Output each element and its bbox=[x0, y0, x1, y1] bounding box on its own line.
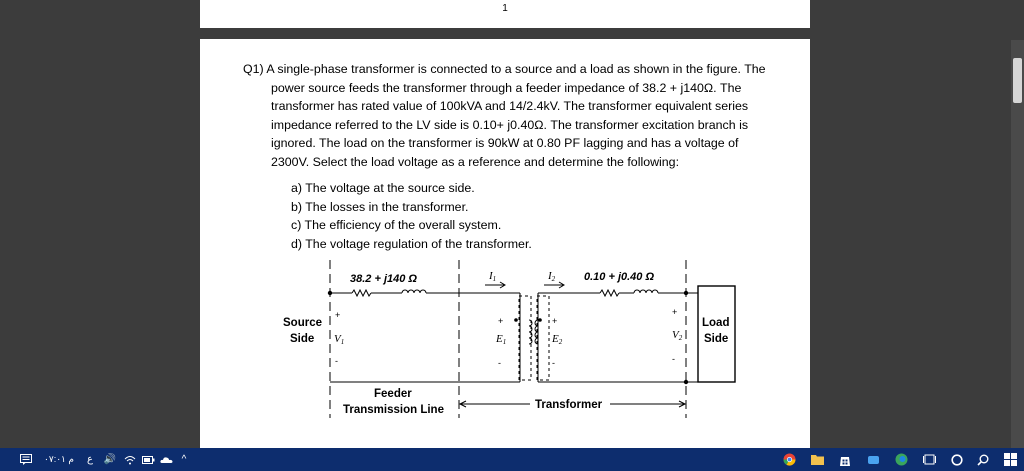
i1-label: I1 bbox=[489, 270, 497, 283]
v2-minus: - bbox=[672, 354, 675, 364]
source-label-2: Side bbox=[290, 333, 315, 345]
feeder-label-1: Feeder bbox=[374, 388, 412, 400]
feeder-impedance-label: 38.2 + j140 Ω bbox=[350, 273, 417, 285]
polarity-dot-primary bbox=[514, 318, 518, 322]
e1-minus: - bbox=[498, 358, 501, 368]
question-line-5: ignored. The load on the transformer is 90kW at 0.80 PF lagging and has a voltage of bbox=[271, 136, 739, 151]
search-icon[interactable] bbox=[974, 448, 992, 471]
file-explorer-icon[interactable] bbox=[808, 448, 826, 471]
e2-minus: - bbox=[552, 358, 555, 368]
e2-label: E2 bbox=[552, 333, 563, 346]
chevron-up-icon[interactable]: ^ bbox=[181, 454, 187, 465]
question-text bbox=[243, 60, 783, 172]
task-view-icon[interactable] bbox=[920, 448, 938, 471]
language-indicator[interactable]: ع bbox=[87, 454, 93, 465]
transformer-impedance-label: 0.10 + j0.40 Ω bbox=[584, 271, 655, 283]
circuit-diagram bbox=[270, 258, 740, 420]
load-terminal-bottom bbox=[684, 380, 688, 384]
question-line-6: 2300V. Select the load voltage as a reference and determine the following: bbox=[271, 154, 680, 169]
volume-icon[interactable]: 🔊 bbox=[103, 454, 117, 465]
store-icon[interactable] bbox=[836, 448, 854, 471]
question-line-4: impedance referred to the LV side is 0.10+ j0.40Ω. The transformer excitation branch is bbox=[271, 117, 749, 132]
part-b: b) The losses in the transformer. bbox=[291, 199, 469, 214]
question-line-1: Q1) A single-phase transformer is connected to a source and a load as shown in the figure. The bbox=[243, 62, 766, 76]
part-c: c) The efficiency of the overall system. bbox=[291, 218, 502, 233]
load-label-2: Side bbox=[704, 333, 729, 345]
feeder-resistor bbox=[352, 290, 371, 296]
chrome-icon[interactable] bbox=[780, 448, 798, 471]
load-terminal-top bbox=[684, 291, 688, 295]
previous-page bbox=[200, 0, 810, 28]
notification-icon[interactable] bbox=[16, 448, 36, 471]
i2-label: I2 bbox=[548, 270, 556, 283]
v2-label: V2 bbox=[672, 329, 683, 342]
onedrive-icon[interactable] bbox=[158, 448, 174, 471]
source-terminal-top bbox=[328, 291, 332, 295]
windows-start-icon[interactable] bbox=[1000, 448, 1020, 471]
polarity-dot-secondary bbox=[538, 318, 542, 322]
question-line-2: power source feeds the transformer through a feeder impedance of 38.2 + j140Ω. The bbox=[271, 80, 742, 95]
mail-icon[interactable] bbox=[864, 448, 882, 471]
transformer-inductor bbox=[634, 290, 658, 293]
e1-plus: + bbox=[498, 316, 504, 326]
v1-minus: - bbox=[335, 356, 338, 366]
part-a: a) The voltage at the source side. bbox=[291, 181, 475, 195]
battery-icon[interactable] bbox=[140, 448, 156, 471]
source-label-1: Source bbox=[283, 317, 322, 329]
cortana-icon[interactable] bbox=[948, 448, 966, 471]
v1-plus: + bbox=[335, 310, 341, 320]
feeder-label-2: Transmission Line bbox=[343, 404, 444, 416]
edge-icon[interactable] bbox=[892, 448, 910, 471]
scroll-thumb[interactable] bbox=[1013, 58, 1022, 103]
e1-label: E1 bbox=[496, 333, 507, 346]
transformer-label: Transformer bbox=[535, 399, 603, 411]
v1-label: V1 bbox=[334, 333, 345, 346]
question-line-3: transformer has rated value of 100kVA and 14/2.4kV. The transformer equivalent series bbox=[271, 99, 749, 114]
page-number: 1 bbox=[502, 3, 508, 14]
question-parts bbox=[291, 179, 532, 253]
v2-plus: + bbox=[672, 307, 678, 317]
wifi-icon[interactable] bbox=[122, 448, 138, 471]
load-label-1: Load bbox=[702, 317, 730, 329]
taskbar bbox=[0, 448, 1024, 471]
transformer-resistor bbox=[600, 290, 619, 296]
part-d: d) The voltage regulation of the transformer. bbox=[291, 236, 532, 251]
core-right bbox=[537, 296, 549, 380]
feeder-inductor bbox=[402, 290, 426, 293]
clock[interactable]: م ٠٧:٠١ bbox=[44, 454, 74, 464]
e2-plus: + bbox=[552, 316, 558, 326]
